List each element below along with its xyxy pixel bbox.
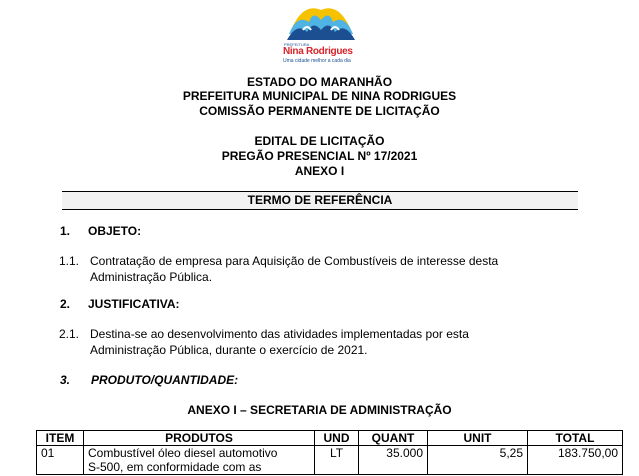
- section-title: PRODUTO/QUANTIDADE:: [91, 373, 239, 387]
- header-state: ESTADO DO MARANHÃO: [246, 75, 393, 89]
- cell-und: LT: [315, 446, 359, 475]
- edital-anexo: ANEXO I: [294, 164, 345, 178]
- header-commission: COMISSÃO PERMANENTE DE LICITAÇÃO: [199, 104, 440, 118]
- termo-referencia-title: TERMO DE REFERÊNCIA: [247, 193, 393, 207]
- objeto-paragraph: [59, 253, 579, 285]
- annex-title: ANEXO I – SECRETARIA DE ADMINISTRAÇÃO: [187, 403, 452, 417]
- section-number: 3.: [60, 373, 71, 387]
- prefeitura-logo: [271, 0, 371, 66]
- products-table: [36, 430, 623, 475]
- section-number: 2.: [60, 297, 71, 311]
- table-row: [37, 446, 623, 475]
- product-line: Combustível óleo diesel automotivo: [88, 446, 278, 460]
- paragraph-line: Contratação de empresa para Aquisição de Combustíveis de interesse desta: [90, 254, 499, 268]
- column-header-total: TOTAL: [528, 431, 623, 446]
- edital-pregao: PREGÃO PRESENCIAL Nº 17/2021: [221, 149, 418, 163]
- termo-referencia-box: [62, 191, 578, 210]
- section-title: JUSTIFICATIVA:: [88, 297, 180, 311]
- cell-total: 183.750,00: [528, 446, 623, 475]
- column-header-unit: UNIT: [428, 431, 528, 446]
- justificativa-paragraph: [59, 326, 579, 358]
- edital-title: EDITAL DE LICITAÇÃO: [254, 134, 385, 148]
- paragraph-line: Administração Pública, durante o exercício de 2021.: [90, 343, 368, 357]
- logo-city-name: Nina Rodrigues: [283, 46, 353, 57]
- cell-item: 01: [37, 446, 84, 475]
- subsection-number: 1.1.: [59, 254, 80, 268]
- column-header-item: ITEM: [37, 431, 84, 446]
- product-line: S-500, em conformidade com as: [88, 460, 262, 474]
- header-prefeitura: PREFEITURA MUNICIPAL DE NINA RODRIGUES: [182, 89, 457, 103]
- paragraph-line: Administração Pública.: [90, 270, 213, 284]
- paragraph-line: Destina-se ao desenvolvimento das atividades implementadas por esta: [90, 327, 469, 341]
- cell-product: [84, 446, 315, 475]
- subsection-number: 2.1.: [59, 327, 80, 341]
- cell-unit: 5,25: [428, 446, 528, 475]
- logo-tagline: Uma cidade melhor a cada dia: [283, 58, 351, 64]
- logo-prefix: PREFEITURA: [284, 42, 310, 47]
- column-header-und: UND: [315, 431, 359, 446]
- cell-quant: 35.000: [359, 446, 428, 475]
- column-header-produtos: PRODUTOS: [84, 431, 315, 446]
- section-title: OBJETO:: [88, 224, 142, 238]
- column-header-quant: QUANT: [359, 431, 428, 446]
- table-header-row: [37, 431, 623, 446]
- waves-logo-icon: [283, 0, 359, 44]
- section-number: 1.: [60, 224, 71, 238]
